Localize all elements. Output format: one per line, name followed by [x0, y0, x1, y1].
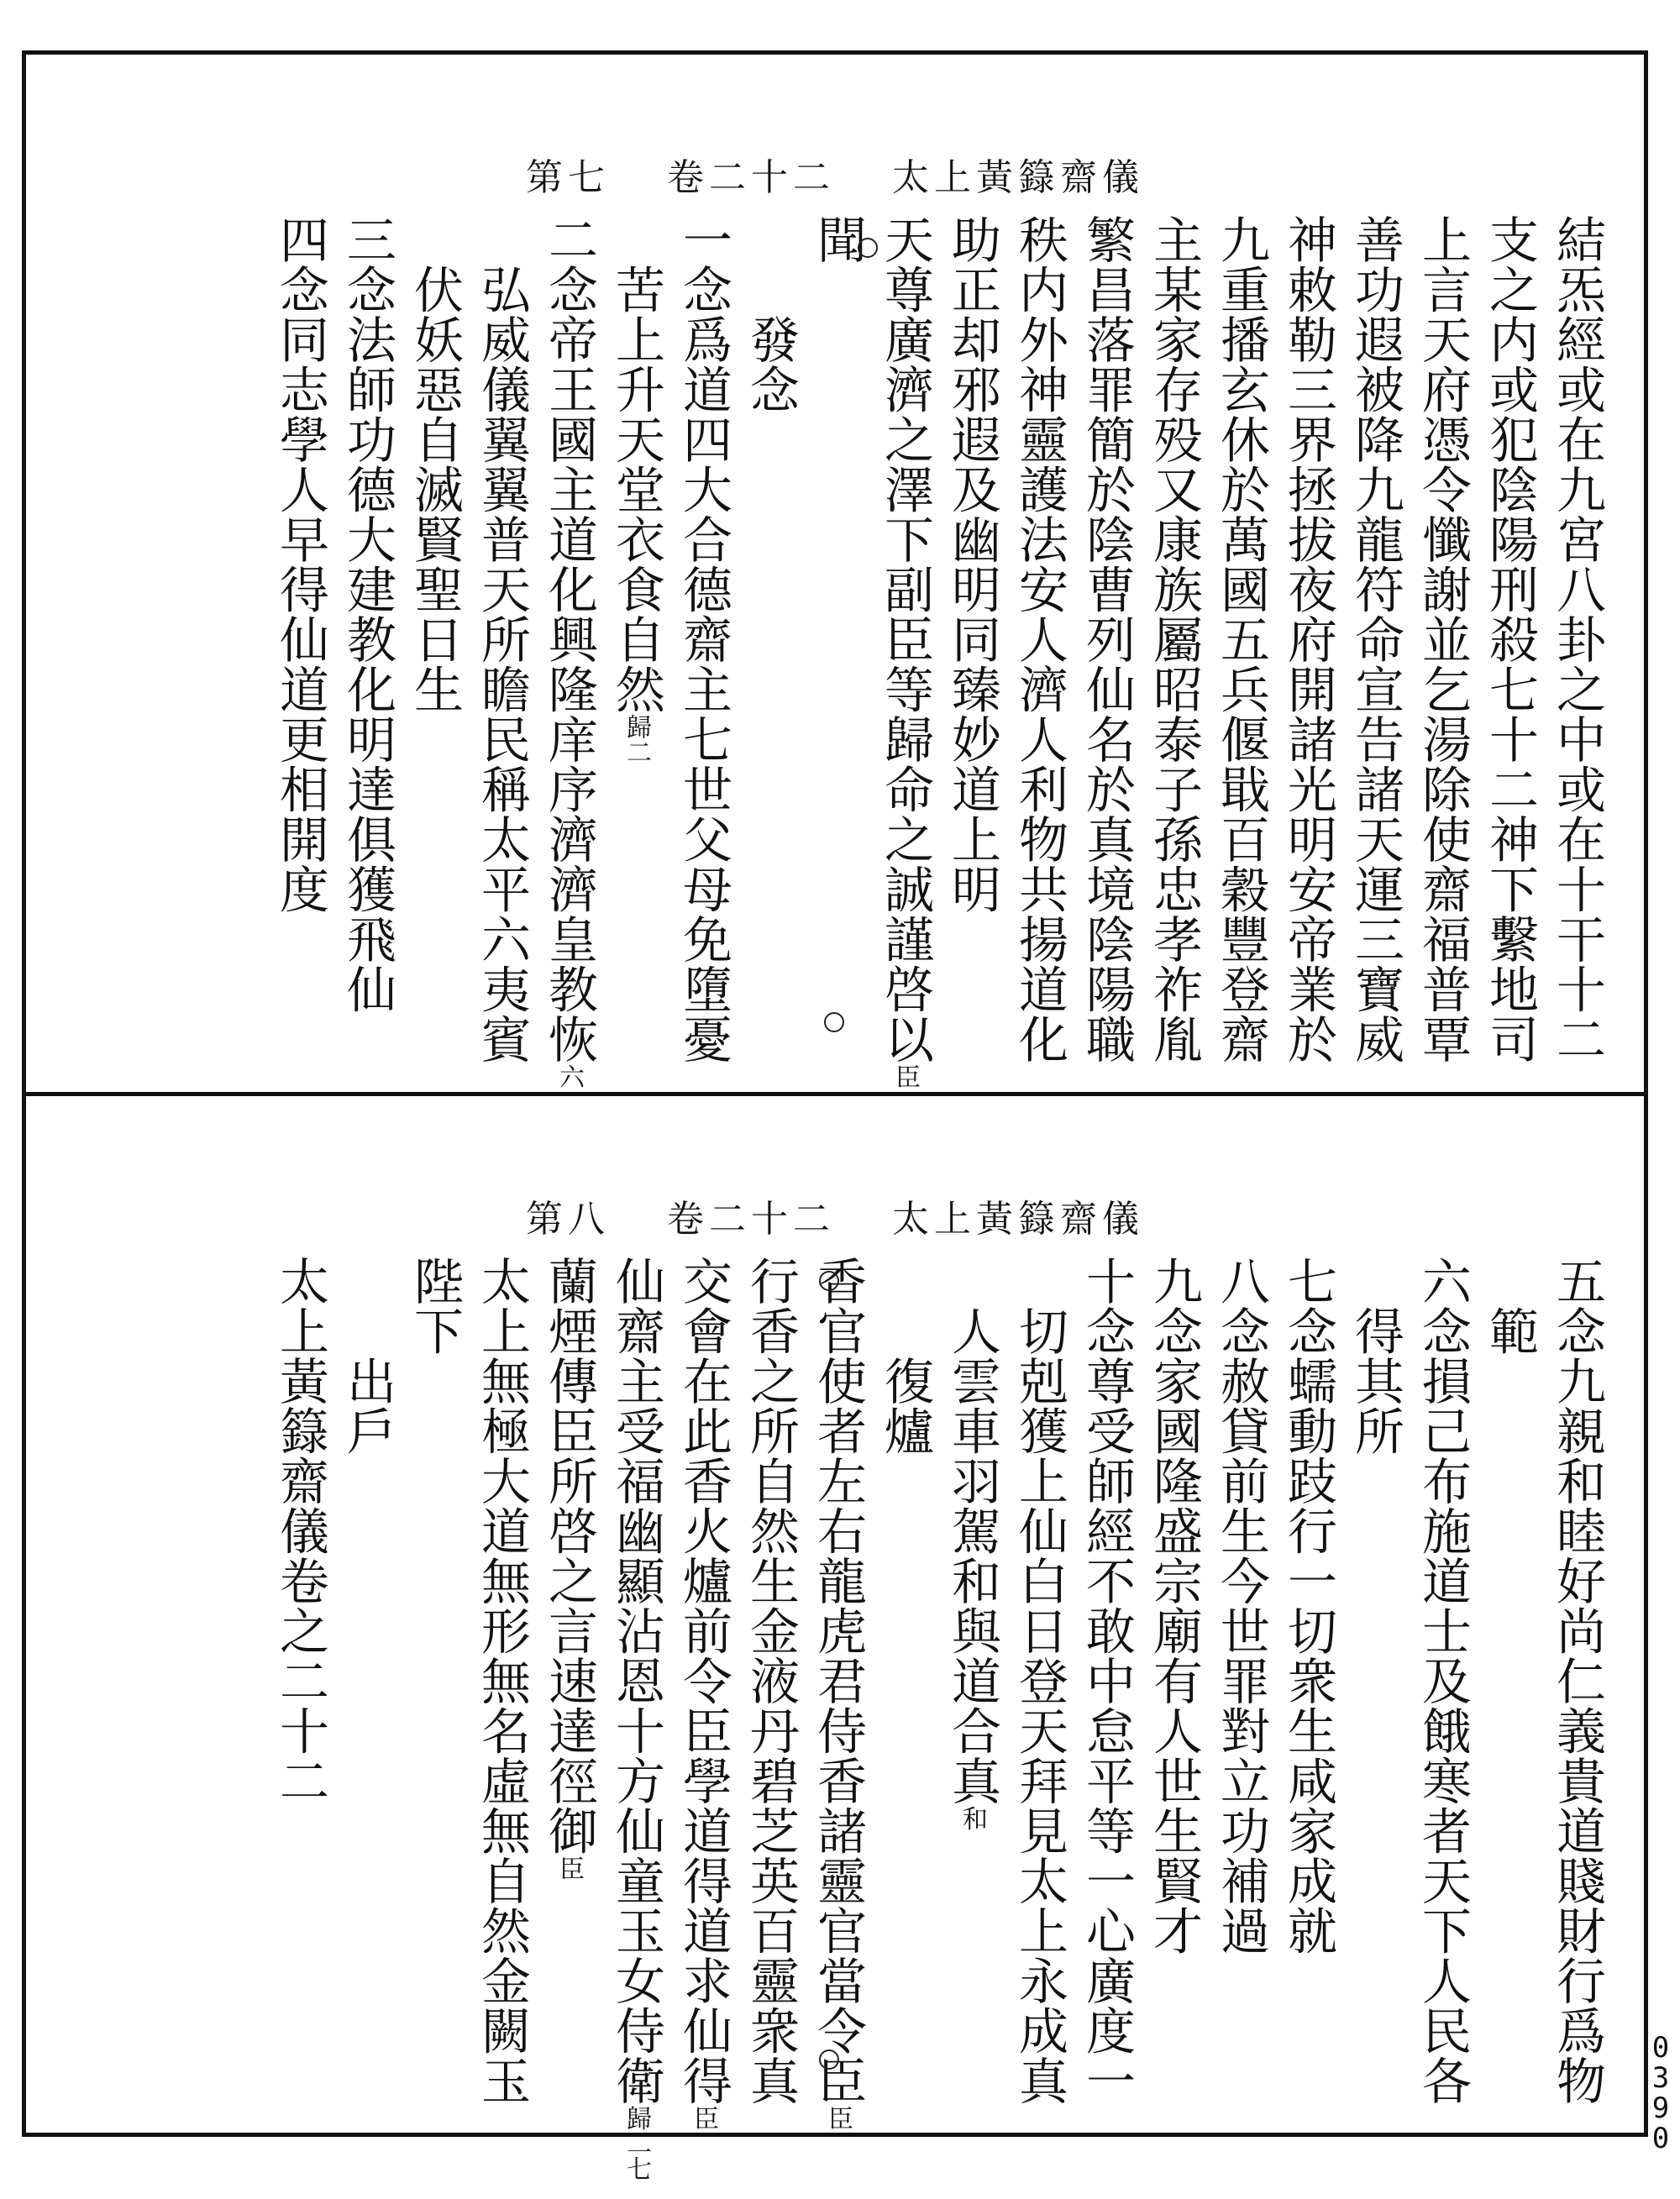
circle-mark-icon: [858, 238, 878, 258]
small-note: 臣: [890, 1063, 920, 1089]
text-column: 繁昌落罪簡於陰曹列仙名於真境陰陽職: [1078, 214, 1136, 1064]
small-note: 臣: [554, 1855, 584, 1881]
volume-end-title: 太上黃籙齋儀卷之二十二: [271, 1256, 329, 1806]
column-text: 蘭煙傳臣所啓之言速達徑御: [540, 1256, 598, 1855]
text-column: 四念同志學人早得仙道更相開度: [271, 214, 329, 914]
page-number: 0390: [1651, 2031, 1670, 2155]
small-note: 歸二: [622, 2105, 651, 2156]
column-text: 天尊廣濟之澤下副臣等歸命之誠謹啓以: [876, 214, 934, 1064]
bottom-volume: 卷二十二: [667, 1198, 835, 1241]
column-text: 香官使者左右龍虎君侍香諸靈官當令臣: [809, 1256, 867, 2106]
column-text: 二念帝王國主道化興隆庠序濟濟皇教恢: [540, 214, 598, 1064]
circle-mark-icon: [819, 2049, 839, 2070]
column-text: 交會在此香火爐前令臣學道得道求仙得: [675, 1256, 732, 2106]
text-column: [535, 214, 602, 1089]
top-page: [26, 55, 1644, 1092]
text-column: 得其所: [1347, 1256, 1404, 1456]
text-column: [938, 1256, 1005, 2112]
section-heading: 出戶: [339, 1256, 396, 1456]
text-column: [804, 1256, 871, 2131]
text-column: 支之内或犯陰陽刑殺七十二神下繫地司: [1481, 214, 1539, 1064]
top-book-title: 太上黃籙齋儀: [892, 156, 1144, 199]
top-volume: 卷二十二: [667, 156, 835, 199]
text-column: 秩内外神靈護法安人濟人利物共揚道化: [1011, 214, 1068, 1064]
small-note: 歸二: [622, 714, 651, 764]
top-text-columns: [266, 214, 1610, 1089]
text-column: 六念損己布施道士及餓寒者天下人民各: [1414, 1256, 1472, 2106]
small-note: 臣: [823, 2105, 853, 2131]
text-column: 伏妖惡自滅賢聖日生: [406, 214, 464, 714]
text-column: 行香之所自然生金液丹碧芝英百靈衆真: [742, 1256, 800, 2106]
text-column: 太上無極大道無形無名虛無自然金闕玉: [473, 1256, 531, 2106]
text-column: 陛下: [406, 1256, 464, 1356]
text-column: [602, 1256, 669, 2181]
column-text: 苦上升天堂衣食自然: [607, 214, 665, 714]
circle-mark-icon: [824, 1012, 844, 1032]
bottom-page: [26, 1096, 1644, 2181]
text-column: 八念赦貸前生今世罪對立功補過: [1212, 1256, 1270, 1955]
text-column: 善功遐被降九龍符命宣告諸天運三寶威: [1347, 214, 1404, 1064]
text-column: [535, 1256, 602, 2112]
text-column: 九念家國隆盛宗廟有人世生賢才: [1145, 1256, 1203, 1955]
text-column: [871, 214, 938, 1089]
bottom-page-header: [26, 1189, 1644, 1242]
text-column: [602, 214, 669, 1071]
text-column: 一念爲道四大合德齋主七世父母免墮憂: [675, 214, 732, 1064]
top-leaf: 第七: [526, 156, 610, 199]
text-column: 上言天府憑令懺謝並乞湯除使齋福普覃: [1414, 214, 1472, 1064]
bottom-book-title: 太上黃籙齋儀: [892, 1198, 1144, 1241]
text-column: 神敕勒三界拯拔夜府開諸光明安帝業於: [1279, 214, 1337, 1064]
text-column: 主某家存殁又康族屬昭泰子孫忠孝祚胤: [1145, 214, 1203, 1064]
text-column: [669, 1256, 737, 2131]
text-column: 十念尊受師經不敢中怠平等一心廣度一: [1078, 1256, 1136, 2106]
small-note: 七: [622, 2155, 651, 2181]
section-heading: 發念: [742, 214, 800, 414]
text-column: 聞: [809, 214, 867, 265]
text-column: 結炁經或在九宮八卦之中或在十干十二: [1548, 214, 1606, 1064]
section-heading: 復爐: [876, 1256, 934, 1456]
column-text: 仙齋主受福幽顯沾恩十方仙童玉女侍衛: [607, 1256, 665, 2106]
text-column: 九重播玄休於萬國五兵偃戢百穀豐登齋: [1212, 214, 1270, 1064]
text-column: 五念九親和睦好尚仁義貴道賤財行爲物: [1548, 1256, 1606, 2106]
circle-mark-icon: [819, 1271, 839, 1291]
text-column: 切剋獲上仙白日登天拜見太上永成真: [1011, 1256, 1068, 2106]
small-note: 臣: [689, 2105, 718, 2131]
text-column: 七念蠕動跂行一切衆生咸家成就: [1279, 1256, 1337, 1955]
bottom-leaf: 第八: [526, 1198, 610, 1241]
bottom-text-columns: [266, 1256, 1610, 2181]
top-page-header: [26, 147, 1644, 201]
text-column: 範: [1481, 1256, 1539, 1356]
text-column: 三念法師功德大建教化明達俱獲飛仙: [339, 214, 396, 1014]
column-text: 人雲車羽駕和與道合真: [943, 1256, 1001, 1806]
small-note: 和: [958, 1805, 987, 1831]
text-column: 弘威儀翼翼普天所瞻民稱太平六夷賓: [473, 214, 531, 1064]
text-column: 助正却邪遐及幽明同臻妙道上明: [943, 214, 1001, 914]
small-note: 六: [554, 1063, 584, 1089]
